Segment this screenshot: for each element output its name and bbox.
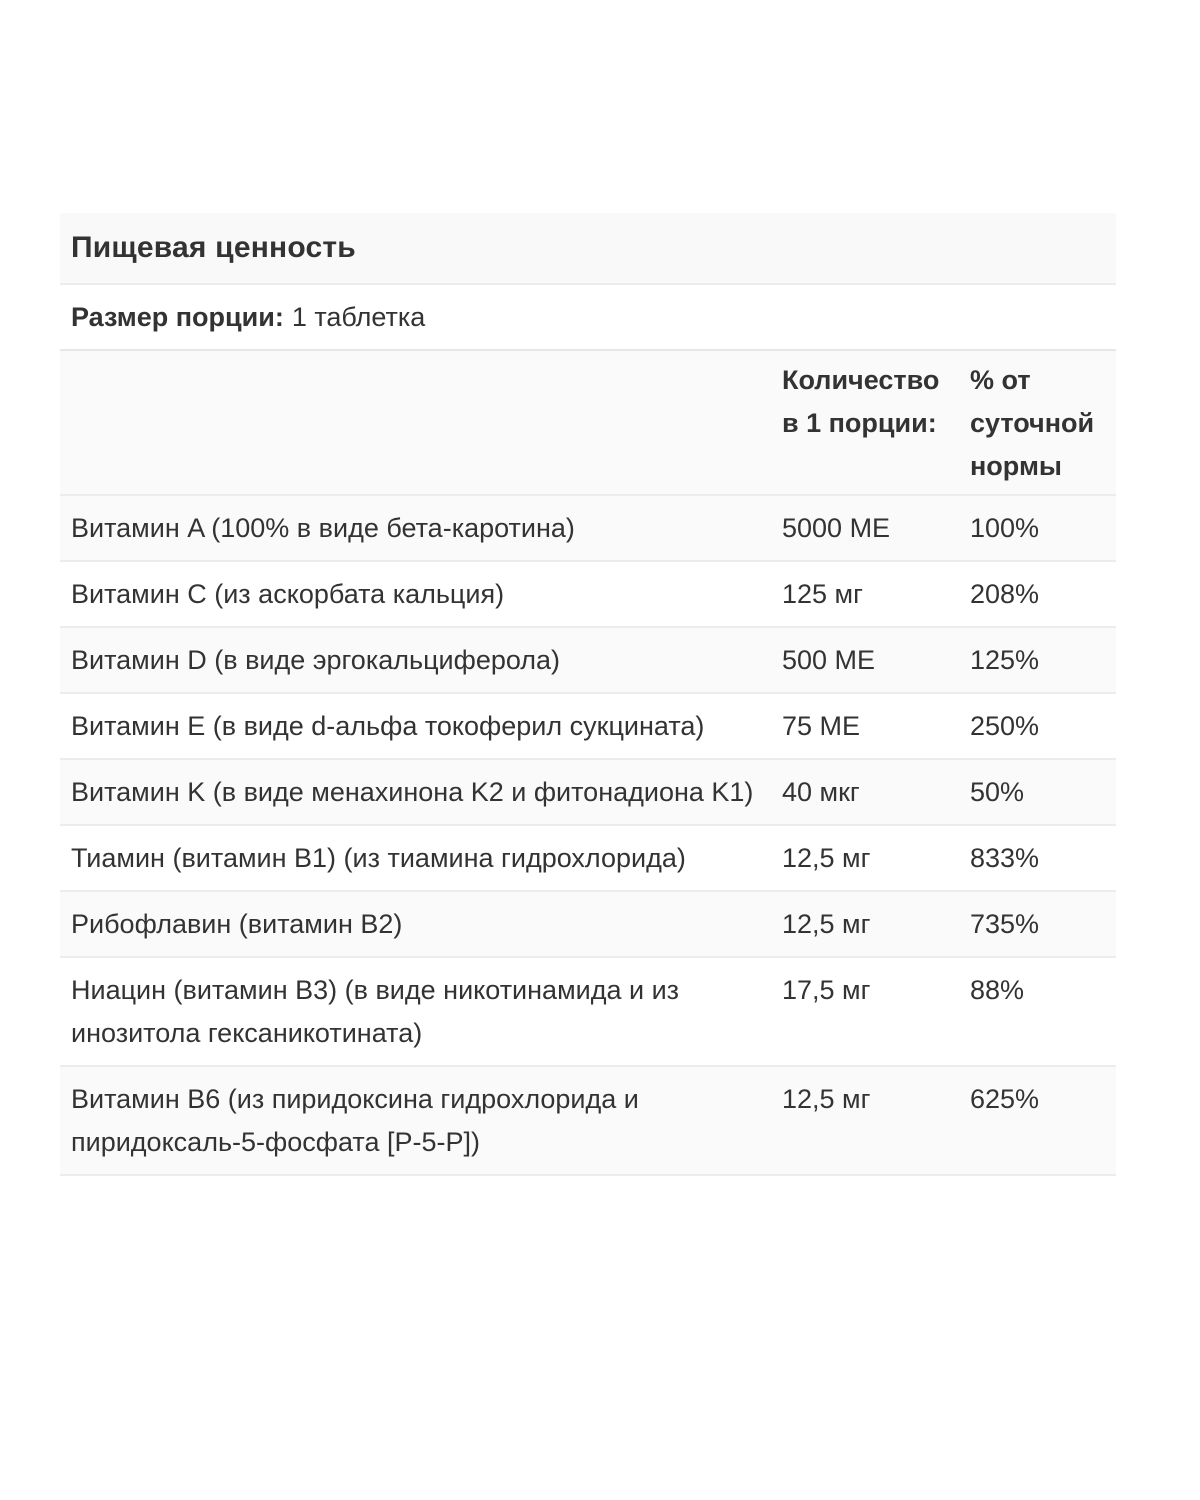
nutrient-amount: 17,5 мг (771, 957, 959, 1066)
nutrient-amount: 75 МЕ (771, 693, 959, 759)
nutrient-daily-value: 125% (959, 627, 1116, 693)
nutrient-name: Витамин D (в виде эргокальциферола) (60, 627, 771, 693)
nutrient-name: Витамин A (100% в виде бета-каротина) (60, 495, 771, 561)
table-row (60, 759, 1116, 825)
table-header-row (60, 351, 1116, 495)
nutrient-daily-value: 50% (959, 759, 1116, 825)
table-row (60, 1066, 1116, 1175)
nutrient-daily-value: 625% (959, 1066, 1116, 1175)
nutrient-amount: 12,5 мг (771, 825, 959, 891)
table-row (60, 825, 1116, 891)
nutrition-facts-panel (60, 213, 1116, 1176)
table-row (60, 891, 1116, 957)
table-row (60, 561, 1116, 627)
nutrient-amount: 5000 МЕ (771, 495, 959, 561)
nutrient-name: Ниацин (витамин B3) (в виде никотинамида и из инозитола гексаникотината) (60, 957, 771, 1066)
table-row (60, 627, 1116, 693)
nutrient-name: Тиамин (витамин B1) (из тиамина гидрохлорида) (60, 825, 771, 891)
nutrient-daily-value: 100% (959, 495, 1116, 561)
page-title: Пищевая ценность (71, 231, 356, 264)
table-row (60, 957, 1116, 1066)
title-row (60, 213, 1116, 285)
nutrient-daily-value: 208% (959, 561, 1116, 627)
header-daily-value: % от суточной нормы (959, 351, 1116, 495)
nutrient-amount: 12,5 мг (771, 891, 959, 957)
nutrient-amount: 40 мкг (771, 759, 959, 825)
nutrition-table (60, 351, 1116, 1176)
nutrient-name: Витамин E (в виде d-альфа токоферил сукцината) (60, 693, 771, 759)
nutrient-amount: 500 МЕ (771, 627, 959, 693)
serving-size-label: Размер порции: (71, 301, 284, 332)
nutrient-amount: 125 мг (771, 561, 959, 627)
nutrient-name: Рибофлавин (витамин B2) (60, 891, 771, 957)
nutrient-daily-value: 735% (959, 891, 1116, 957)
serving-size-value: 1 таблетка (291, 301, 426, 332)
nutrient-name: Витамин K (в виде менахинона K2 и фитонадиона K1) (60, 759, 771, 825)
nutrient-amount: 12,5 мг (771, 1066, 959, 1175)
header-amount: Количество в 1 порции: (771, 351, 959, 495)
table-row (60, 495, 1116, 561)
table-row (60, 693, 1116, 759)
nutrient-daily-value: 88% (959, 957, 1116, 1066)
nutrient-daily-value: 833% (959, 825, 1116, 891)
table-body (60, 495, 1116, 1175)
nutrient-name: Витамин B6 (из пиридоксина гидрохлорида и пиридоксаль-5-фосфата [P-5-P]) (60, 1066, 771, 1175)
nutrient-name: Витамин C (из аскорбата кальция) (60, 561, 771, 627)
header-nutrient-cell (60, 351, 771, 495)
nutrient-daily-value: 250% (959, 693, 1116, 759)
serving-size-row (60, 285, 1116, 351)
